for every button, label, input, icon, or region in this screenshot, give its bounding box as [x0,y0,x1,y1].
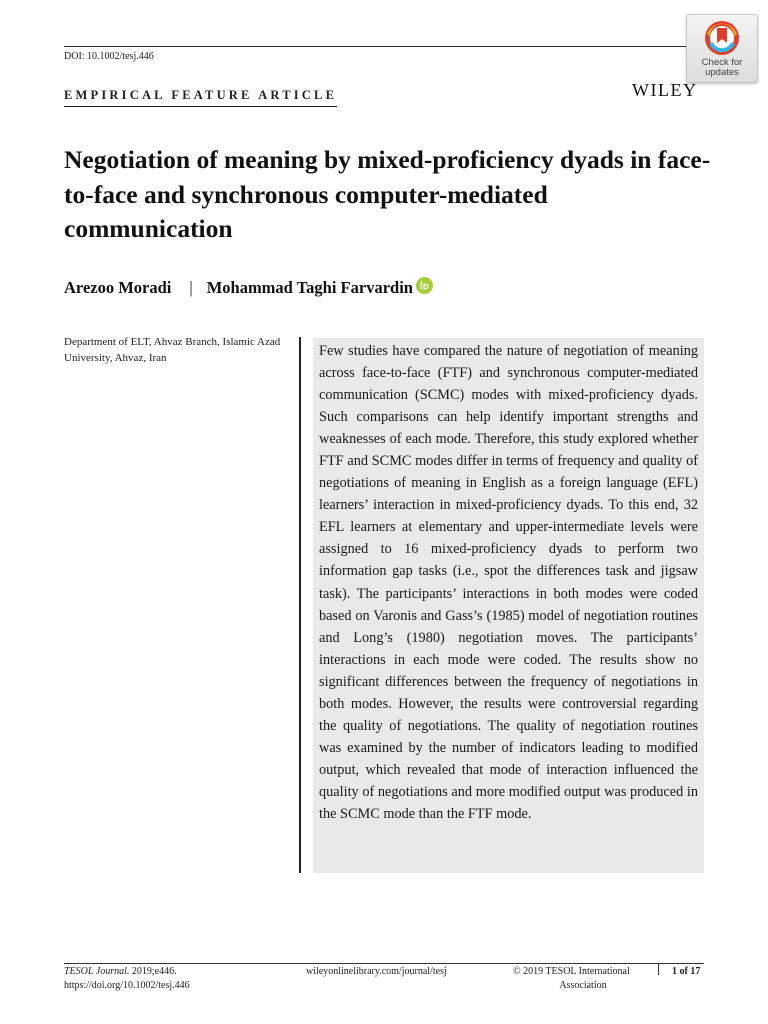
footer-copyright [513,965,653,993]
check-for-updates-badge[interactable] [686,14,758,83]
footer-divider [658,963,659,975]
journal-issue: 2019;e446. [129,966,177,977]
footer-doi-link[interactable]: https://doi.org/10.1002/tesj.446 [64,980,190,991]
author-separator: | [189,278,193,297]
abstract-divider [299,337,301,873]
journal-name: TESOL Journal. [64,966,130,977]
article-title: Negotiation of meaning by mixed-proficiency dyads in face-to-face and synchronous computer-mediated communication [64,145,711,243]
article-type-label: EMPIRICAL FEATURE ARTICLE [64,88,337,107]
doi-text: DOI: 10.1002/tesj.446 [64,51,154,62]
top-rule [64,46,704,47]
orcid-icon[interactable] [416,277,433,299]
copyright-line1: © 2019 TESOL International [513,966,630,977]
publisher-logo: WILEY [632,80,698,100]
author-line [64,277,433,299]
author-name[interactable]: Arezoo Moradi [64,278,172,297]
author-name[interactable]: Mohammad Taghi Farvardin [206,278,413,297]
abstract-box [313,338,704,873]
page-number: 1 of 17 [672,966,701,977]
badge-label-line1: Check for [701,57,743,68]
footer-rule [64,963,704,964]
footer-citation [64,965,190,993]
badge-label-line2: updates [705,67,739,78]
footer-site-link[interactable]: wileyonlinelibrary.com/journal/tesj [306,966,447,977]
abstract-text: Few studies have compared the nature of negotiation of meaning across face-to-face (FTF) and synchronous computer-mediated communication (SCMC) modes with mixed-proficiency dyads. Such comparisons can help identify important strengths and weaknesses of each mode. Therefore, this study explored whether FTF and SCMC modes differ in terms of frequency and quality of negotiations of meaning in English as a foreign language (EFL) learners’ interaction in mixed-proficiency dyads. To this end, 32 EFL learners at elementary and upper-intermediate levels were assigned to 16 mixed-proficiency dyads to perform two information gap tasks (i.e., spot the differences task and jigsaw task). The participants’ interactions in both modes were coded based on Varonis and Gass’s (1985) model of negotiation routines and Long’s (1980) negotiation moves. The participants’ interactions in each mode were coded. The results show no significant differences between the frequency of negotiations in both modes. However, the results were controversial regarding the quality of negotiations. The quality of negotiation routines was examined by the number of indicators leading to modified output, which revealed that mode of interaction influenced the quality of negotiations and more modified output was produced in the SCMC mode than the FTF mode. [319,343,698,822]
crossmark-icon [703,19,741,57]
author-affiliation: Department of ELT, Ahvaz Branch, Islamic Azad University, Ahvaz, Iran [64,336,281,364]
copyright-line2: Association [559,980,607,991]
